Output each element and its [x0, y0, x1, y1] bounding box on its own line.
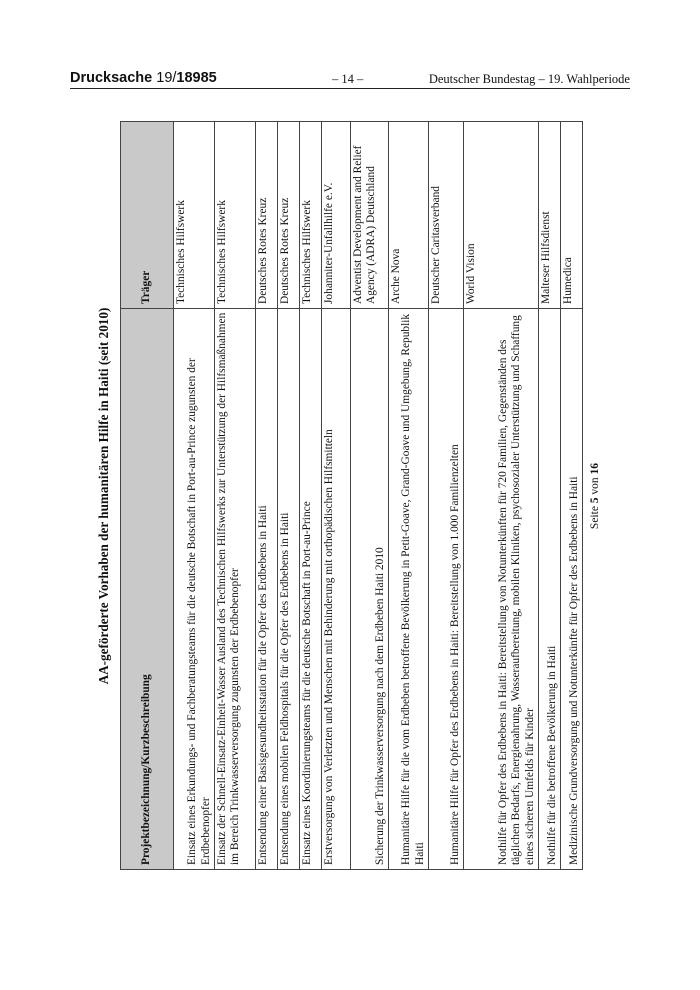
carrier-cell: Deutscher Caritasverband [429, 122, 464, 309]
table-row [429, 122, 464, 870]
carrier-cell: Deutsches Rotes Kreuz [278, 122, 300, 309]
table-row [215, 122, 256, 870]
rotated-table-page [93, 122, 605, 870]
table-row [389, 122, 429, 870]
project-cell: Entsendung eines mobilen Feldhospitals für die Opfer des Erdbebens in Haiti [278, 309, 300, 870]
table-row [174, 122, 215, 870]
table-header-row [121, 122, 174, 870]
project-cell: Humanitäre Hilfe für Opfer des Erdbebens in Haiti: Bereitstellung von 1.000 Familienzelten [429, 309, 464, 870]
table-row [539, 122, 561, 870]
table-title: AA-geförderte Vorhaben der humanitären Hilfe in Haiti (seit 2010) [96, 307, 111, 685]
footer-prefix: Seite [589, 503, 601, 530]
carrier-cell: Adventist Development and Relief Agency (ADRA) Deutschland [351, 122, 389, 309]
project-cell: Erstversorgung von Verletzten und Menschen mit Behinderung mit orthopädischen Hilfsmitteln [322, 309, 351, 870]
carrier-cell: Humedica [561, 122, 583, 309]
page-number: – 14 – [332, 72, 364, 86]
carrier-cell: World Vision [464, 122, 539, 309]
doc-prefix: Drucksache [70, 70, 157, 86]
table-row [561, 122, 583, 870]
footer-current-page: 5 [589, 497, 601, 504]
table-row [300, 122, 322, 870]
doc-number-bold: 18985 [176, 70, 217, 86]
table-row [464, 122, 539, 870]
table-row [256, 122, 278, 870]
table-row [278, 122, 300, 870]
document-label [70, 70, 217, 86]
table-row [351, 122, 389, 870]
parliament-label: Deutscher Bundestag – 19. Wahlperiode [428, 72, 630, 86]
project-cell: Nothilfe für die betroffene Bevölkerung in Haiti [539, 309, 561, 870]
carrier-cell: Arche Nova [389, 122, 429, 309]
doc-number-plain: 19/ [156, 70, 177, 86]
project-cell: Einsatz eines Koordinierungsteams für die deutsche Botschaft in Port-au-Prince [300, 309, 322, 870]
carrier-cell: Technisches Hilfswerk [174, 122, 215, 309]
project-cell: Sicherung der Trinkwasserversorgung nach dem Erdbeben Haiti 2010 [351, 309, 389, 870]
project-cell: Entsendung einer Basisgesundheitsstation für die Opfer des Erdbebens in Haiti [256, 309, 278, 870]
column-header-project: Projektbezeichnung/Kurzbeschreibung [121, 309, 174, 870]
doc-number [156, 70, 217, 86]
projects-table [120, 121, 583, 870]
page-footer [589, 122, 601, 870]
project-cell: Einsatz der Schnell-Einsatz-Einheit-Wasser Ausland des Technischen Hilfswerks zur Unterstützung der Hilfsmaßnahmen im Bereich Trinkwasserversorgung zugunsten der Erdbebenopfer [215, 309, 256, 870]
page-header [70, 66, 630, 89]
carrier-cell: Deutsches Rotes Kreuz [256, 122, 278, 309]
project-cell: Humanitäre Hilfe für die vom Erdbeben betroffene Bevölkerung in Petit-Goave, Grand-Goave und Umgebung, Republik Haiti [389, 309, 429, 870]
carrier-cell: Technisches Hilfswerk [300, 122, 322, 309]
column-header-carrier: Träger [121, 122, 174, 309]
footer-middle: von [589, 474, 601, 498]
footer-total-pages: 16 [589, 462, 601, 475]
project-cell: Medizinische Grundversorgung und Notunterkünfte für Opfer des Erdbebens in Haiti [561, 309, 583, 870]
project-cell: Nothilfe für Opfer des Erdbebens in Haiti: Bereitstellung von Notunterkünften für 720 Familien, Gegenständen des täglichen Bedarfs, Energienahrung, Wasseraufbereitung, mobilen Kliniken, psychosozialer Unterstützung und Schaffung eines sicheren Umfelds für Kinder [464, 309, 539, 870]
carrier-cell: Technisches Hilfswerk [215, 122, 256, 309]
carrier-cell: Malteser Hilfsdienst [539, 122, 561, 309]
project-cell: Einsatz eines Erkundungs- und Fachberatungsteams für die deutsche Botschaft in Port-au-Prince zugunsten der Erdbebenopfer [174, 309, 215, 870]
table-row [322, 122, 351, 870]
carrier-cell: Johanniter-Unfallhilfe e.V. [322, 122, 351, 309]
